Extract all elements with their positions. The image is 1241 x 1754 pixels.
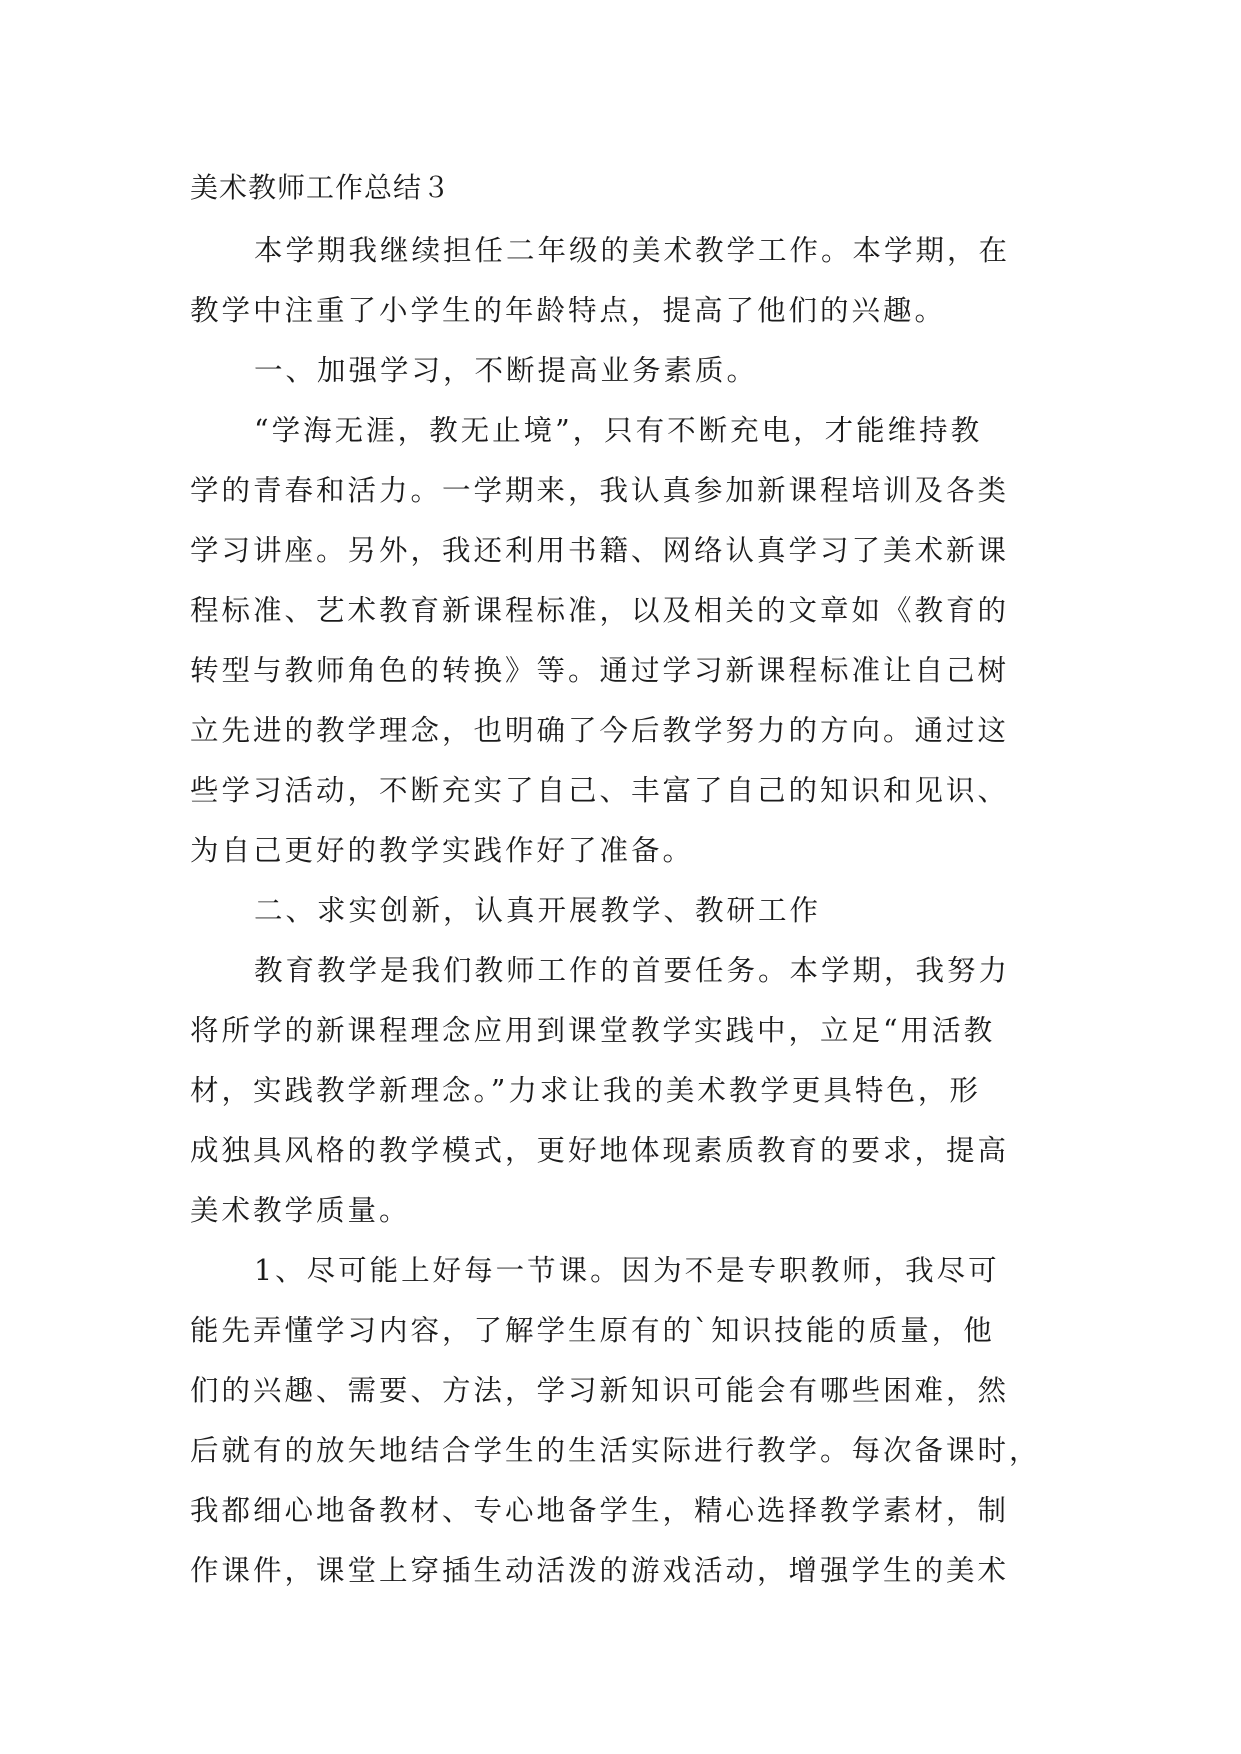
text-line: 学的青春和活力。一学期来，我认真参加新课程培训及各类 [190, 474, 1010, 507]
text-line: 能先弄懂学习内容，了解学生原有的`知识技能的质量，他 [190, 1314, 995, 1347]
text-line: “学海无涯，教无止境”，只有不断充电，才能维持教 [254, 414, 983, 447]
text-line: 我都细心地备教材、专心地备学生，精心选择教学素材，制 [190, 1494, 1010, 1527]
text-line: 为自己更好的教学实践作好了准备。 [190, 834, 695, 867]
text-line: 二、求实创新，认真开展教学、教研工作 [254, 894, 822, 927]
text-line: 教学中注重了小学生的年龄特点，提高了他们的兴趣。 [190, 294, 947, 327]
text-line: 立先进的教学理念，也明确了今后教学努力的方向。通过这 [190, 714, 1010, 747]
text-line: 将所学的新课程理念应用到课堂教学实践中，立足“用活教 [190, 1014, 996, 1047]
text-line: 本学期我继续担任二年级的美术教学工作。本学期，在 [254, 234, 1011, 267]
text-line: 教育教学是我们教师工作的首要任务。本学期，我努力 [254, 954, 1011, 987]
text-line: 美术教学质量。 [190, 1194, 411, 1227]
text-line: 些学习活动，不断充实了自己、丰富了自己的知识和见识、 [190, 774, 1010, 807]
text-line: 后就有的放矢地结合学生的生活实际进行教学。每次备课时， [190, 1434, 1041, 1467]
document-title: 美术教师工作总结３ [190, 171, 452, 204]
text-line: 成独具风格的教学模式，更好地体现素质教育的要求，提高 [190, 1134, 1010, 1167]
text-line: 1、尽可能上好每一节课。因为不是专职教师，我尽可 [254, 1254, 1000, 1287]
text-line: 一、加强学习，不断提高业务素质。 [254, 354, 759, 387]
text-line: 程标准、艺术教育新课程标准，以及相关的文章如《教育的 [190, 594, 1010, 627]
document-body [190, 221, 1050, 1601]
text-line: 们的兴趣、需要、方法，学习新知识可能会有哪些困难，然 [190, 1374, 1010, 1407]
text-line: 材，实践教学新理念。”力求让我的美术教学更具特色，形 [190, 1074, 981, 1107]
text-line: 转型与教师角色的转换》等。通过学习新课程标准让自己树 [190, 654, 1010, 687]
text-line: 作课件，课堂上穿插生动活泼的游戏活动，增强学生的美术 [190, 1554, 1010, 1587]
text-line: 学习讲座。另外，我还利用书籍、网络认真学习了美术新课 [190, 534, 1010, 567]
